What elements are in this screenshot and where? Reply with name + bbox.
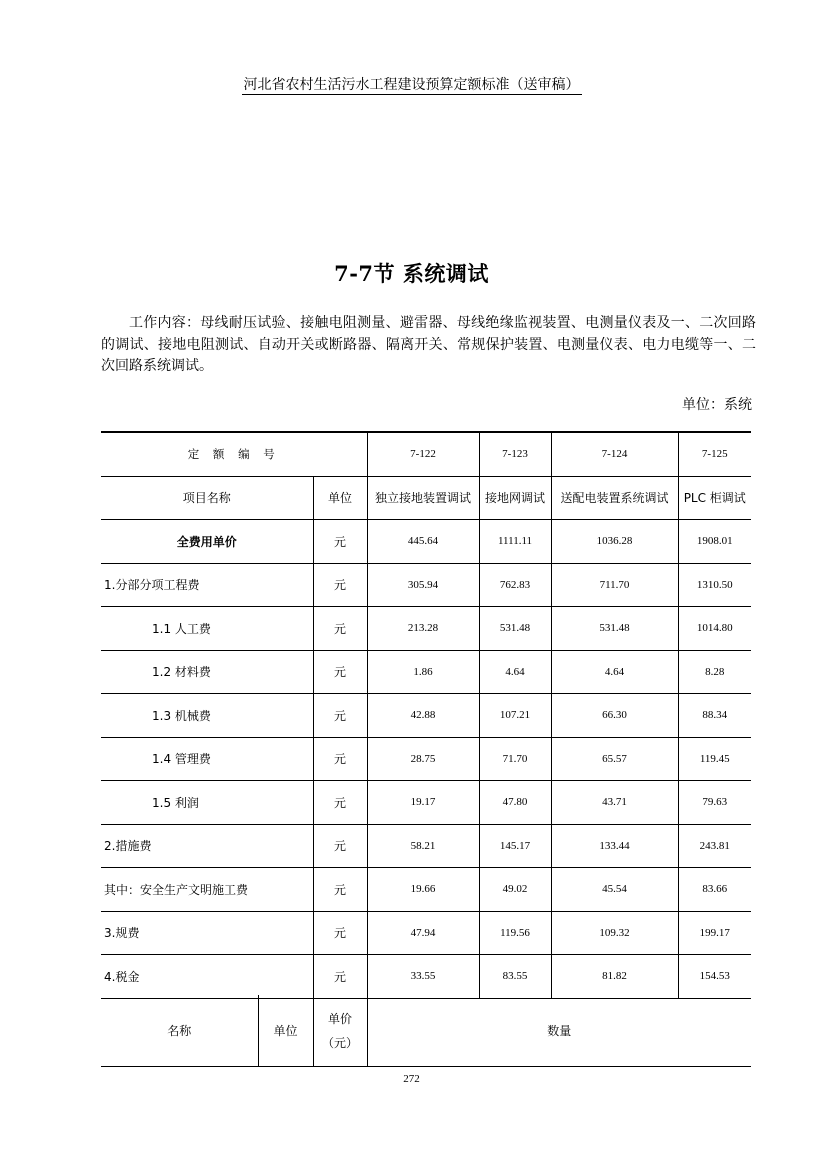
item-name-cell: 送配电装置系统调试 <box>551 476 678 520</box>
row-name: 其中：安全生产文明施工费 <box>101 868 313 912</box>
resource-price-header <box>313 995 367 1067</box>
row-unit: 元 <box>313 868 367 912</box>
unit-header: 单位 <box>313 476 367 520</box>
row-unit: 元 <box>313 781 367 825</box>
value-cell: 49.02 <box>479 868 551 912</box>
row-name: 2.措施费 <box>101 824 313 868</box>
row-name: 1.3 机械费 <box>101 694 313 738</box>
table-row <box>101 650 751 694</box>
row-unit: 元 <box>313 563 367 607</box>
value-cell: 243.81 <box>678 824 751 868</box>
row-unit: 元 <box>313 520 367 564</box>
document-header <box>0 74 823 94</box>
value-cell: 445.64 <box>367 520 479 564</box>
value-cell: 531.48 <box>551 607 678 651</box>
row-name: 1.分部分项工程费 <box>101 563 313 607</box>
value-cell: 47.94 <box>367 911 479 955</box>
row-unit: 元 <box>313 824 367 868</box>
price-unit-label: （元） <box>321 1035 358 1050</box>
resource-unit-header: 单位 <box>258 995 313 1067</box>
value-cell: 133.44 <box>551 824 678 868</box>
resource-name-header: 名称 <box>101 995 258 1067</box>
value-cell: 762.83 <box>479 563 551 607</box>
value-cell: 109.32 <box>551 911 678 955</box>
resource-table-header <box>101 995 751 1067</box>
table-row <box>101 911 751 955</box>
row-unit: 元 <box>313 911 367 955</box>
section-title: 7-7节 系统调试 <box>334 261 489 286</box>
value-cell: 58.21 <box>367 824 479 868</box>
row-unit: 元 <box>313 694 367 738</box>
work-content: 工作内容：母线耐压试验、接触电阻测量、避雷器、母线绝缘监视装置、电测量仪表及一、二次回路的调试、接地电阻测试、自动开关或断路器、隔离开关、常规保护装置、电测量仪表、电力电缆等一、二次回路系统调试。 <box>101 315 756 374</box>
row-name: 全费用单价 <box>101 520 313 564</box>
table-row <box>101 955 751 999</box>
row-name: 4.税金 <box>101 955 313 999</box>
table-row <box>101 563 751 607</box>
row-name: 1.1 人工费 <box>101 607 313 651</box>
value-cell: 1.86 <box>367 650 479 694</box>
quota-table <box>101 431 751 999</box>
item-name-row <box>101 476 751 520</box>
value-cell: 107.21 <box>479 694 551 738</box>
row-unit: 元 <box>313 607 367 651</box>
code-cell: 7-124 <box>551 432 678 476</box>
value-cell: 4.64 <box>479 650 551 694</box>
table-row <box>101 868 751 912</box>
value-cell: 1908.01 <box>678 520 751 564</box>
row-name: 1.4 管理费 <box>101 737 313 781</box>
table-row <box>101 737 751 781</box>
value-cell: 1310.50 <box>678 563 751 607</box>
value-cell: 33.55 <box>367 955 479 999</box>
table-row <box>101 520 751 564</box>
row-name: 1.5 利润 <box>101 781 313 825</box>
value-cell: 42.88 <box>367 694 479 738</box>
value-cell: 305.94 <box>367 563 479 607</box>
value-cell: 28.75 <box>367 737 479 781</box>
value-cell: 1014.80 <box>678 607 751 651</box>
row-unit: 元 <box>313 955 367 999</box>
unit-label: 单位：系统 <box>682 397 752 413</box>
value-cell: 711.70 <box>551 563 678 607</box>
header-text: 河北省农村生活污水工程建设预算定额标准（送审稿） <box>243 77 580 93</box>
value-cell: 154.53 <box>678 955 751 999</box>
code-cell: 7-123 <box>479 432 551 476</box>
value-cell: 66.30 <box>551 694 678 738</box>
name-header: 项目名称 <box>101 476 313 520</box>
page-number: 272 <box>403 1073 420 1085</box>
value-cell: 71.70 <box>479 737 551 781</box>
code-cell: 7-125 <box>678 432 751 476</box>
value-cell: 8.28 <box>678 650 751 694</box>
row-name: 1.2 材料费 <box>101 650 313 694</box>
value-cell: 19.17 <box>367 781 479 825</box>
value-cell: 83.66 <box>678 868 751 912</box>
code-row <box>101 432 751 476</box>
resource-quantity-header: 数量 <box>367 995 751 1067</box>
value-cell: 45.54 <box>551 868 678 912</box>
value-cell: 119.56 <box>479 911 551 955</box>
table-row <box>101 781 751 825</box>
row-unit: 元 <box>313 737 367 781</box>
item-name-cell: 接地网调试 <box>479 476 551 520</box>
value-cell: 47.80 <box>479 781 551 825</box>
value-cell: 531.48 <box>479 607 551 651</box>
value-cell: 213.28 <box>367 607 479 651</box>
value-cell: 65.57 <box>551 737 678 781</box>
value-cell: 199.17 <box>678 911 751 955</box>
item-name-cell: 独立接地装置调试 <box>367 476 479 520</box>
table-row <box>101 694 751 738</box>
price-label: 单价 <box>327 1011 352 1026</box>
value-cell: 81.82 <box>551 955 678 999</box>
value-cell: 88.34 <box>678 694 751 738</box>
row-name: 3.规费 <box>101 911 313 955</box>
value-cell: 145.17 <box>479 824 551 868</box>
code-header: 定 额 编 号 <box>101 432 367 476</box>
item-name-cell: PLC 柜调试 <box>678 476 751 520</box>
value-cell: 119.45 <box>678 737 751 781</box>
value-cell: 83.55 <box>479 955 551 999</box>
table-row <box>101 824 751 868</box>
value-cell: 79.63 <box>678 781 751 825</box>
value-cell: 43.71 <box>551 781 678 825</box>
table-row <box>101 607 751 651</box>
value-cell: 19.66 <box>367 868 479 912</box>
row-unit: 元 <box>313 650 367 694</box>
resource-header-row <box>101 995 751 1067</box>
value-cell: 4.64 <box>551 650 678 694</box>
code-cell: 7-122 <box>367 432 479 476</box>
value-cell: 1036.28 <box>551 520 678 564</box>
value-cell: 1111.11 <box>479 520 551 564</box>
